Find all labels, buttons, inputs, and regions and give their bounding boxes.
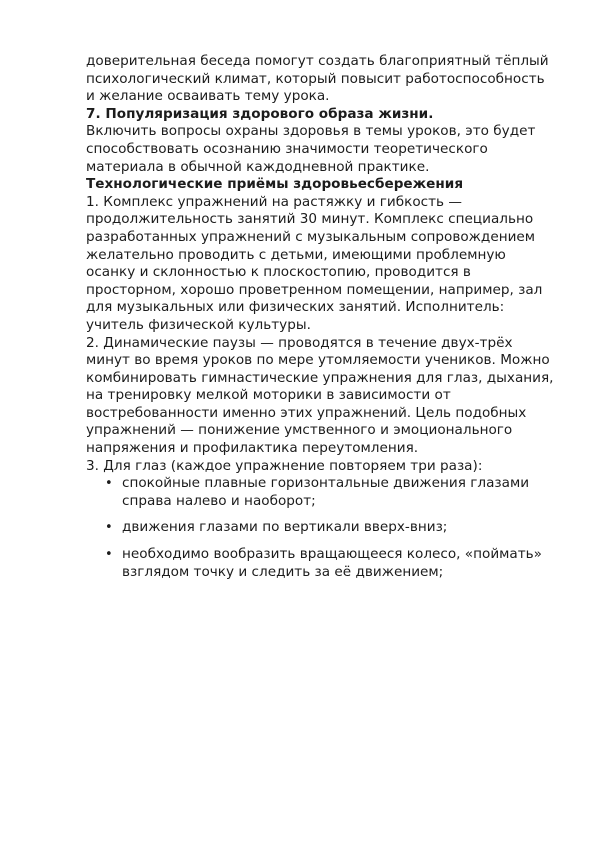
bullet-item xyxy=(86,519,556,537)
list-item-3: 3. Для глаз (каждое упражнение повторяем три раза): xyxy=(86,457,483,474)
bullet-text: спокойные плавные горизонтальные движения глазами справа налево и наоборот; xyxy=(122,475,530,509)
eye-exercises-list xyxy=(86,475,556,581)
bullet-item xyxy=(86,546,556,581)
document-page xyxy=(86,53,556,590)
list-item-2: 2. Динамические паузы — проводятся в течение двух-трёх минут во время уроков по мере утомляемости учеников. Можно комбинировать гимнастические упражнения для глаз, дыхания, на тренировку мелкой моторики в зависимости от востребованности именно этих упражнений. Цель подобных упражнений — понижение умственного и эмоционального напряжения и профилактика переутомления. xyxy=(86,334,554,457)
heading-7: 7. Популяризация здорового образа жизни. xyxy=(86,105,434,122)
paragraph-7: Включить вопросы охраны здоровья в темы уроков, это будет способствовать осознанию значимости теоретического материала в обычной каждодневной практике. xyxy=(86,123,536,175)
bullet-item xyxy=(86,475,556,510)
bullet-text: движения глазами по вертикали вверх-вниз; xyxy=(122,519,448,536)
bullet-icon: • xyxy=(105,476,113,492)
section-title: Технологические приёмы здоровьесбережения xyxy=(86,176,464,193)
paragraph-continuation: доверительная беседа помогут создать благоприятный тёплый психологический климат, который повысит работоспособность и желание осваивать тему урока. xyxy=(86,53,549,105)
bullet-icon: • xyxy=(105,520,113,536)
bullet-text: необходимо вообразить вращающееся колесо, «поймать» взглядом точку и следить за её движением; xyxy=(122,546,542,580)
list-item-1: 1. Комплекс упражнений на растяжку и гибкость — продолжительность занятий 30 минут. Комплекс специально разработанных упражнений с музыкальным сопровождением желательно проводить с детьми, имеющими проблемную осанку и склонностью к плоскостопию, проводится в просторном, хорошо проветренном помещении, например, зал для музыкальных или физических занятий. Исполнитель: учитель физической культуры. xyxy=(86,193,543,333)
bullet-icon: • xyxy=(105,547,113,563)
